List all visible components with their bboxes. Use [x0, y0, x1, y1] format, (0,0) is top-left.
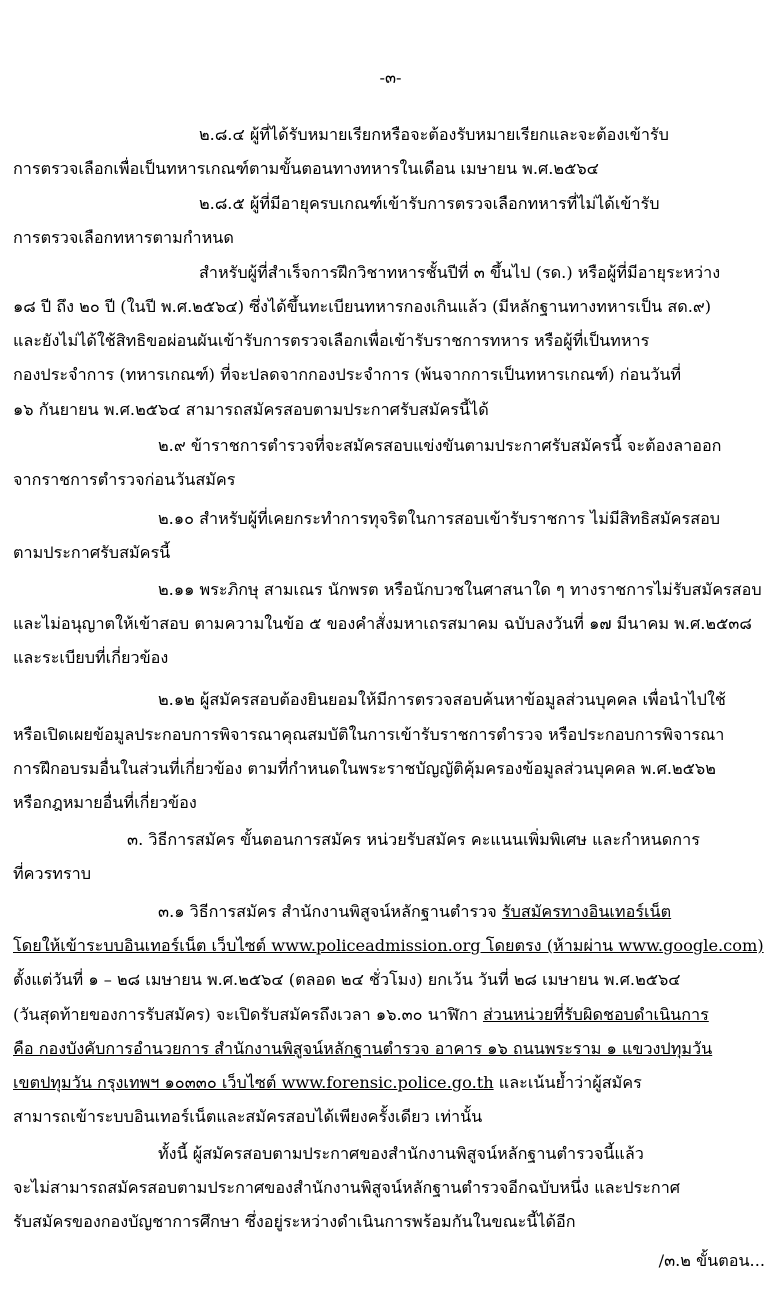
text-line: จะไม่สามารถสมัครสอบตามประกาศของสำนักงานพิสูจน์หลักฐานตำรวจอีกฉบับหนึ่ง และประกาศ [13, 1178, 681, 1197]
underlined-text: ส่วนหน่วยที่รับผิดชอบดำเนินการ [482, 1005, 709, 1024]
text-line: สำหรับผู้ที่สำเร็จการฝึกวิชาทหารชั้นปีที่ ๓ ขึ้นไป (รด.) หรือผู้ที่มีอายุระหว่าง [199, 263, 721, 282]
text-line: จากราชการตำรวจก่อนวันสมัคร [13, 470, 236, 489]
text-line: หรือเปิดเผยข้อมูลประกอบการพิจารณาคุณสมบัติในการเข้ารับราชการตำรวจ หรือประกอบการพิจารณา [13, 725, 725, 744]
clause-2-12: ๒.๑๒ ผู้สมัครสอบต้องยินยอมให้มีการตรวจสอบค้นหาข้อมูลส่วนบุคคล เพื่อนำไปใช้ [158, 690, 726, 709]
clause-2-8-4: ๒.๘.๔ ผู้ที่ได้รับหมายเรียกหรือจะต้องรับหมายเรียกและจะต้องเข้ารับ [199, 125, 669, 144]
section-3-heading: ๓. วิธีการสมัคร ขั้นตอนการสมัคร หน่วยรับสมัคร คะแนนเพิ่มพิเศษ และกำหนดการ [127, 830, 700, 849]
text-line: ที่ควรทราบ [13, 864, 92, 883]
underlined-text: เขตปทุมวัน กรุงเทพฯ ๑๐๓๓๐ เว็บไซต์ www.forensic.police.go.th [13, 1073, 494, 1092]
text-line: ตามประกาศรับสมัครนี้ [13, 543, 171, 562]
text-span: ๓.๑ วิธีการสมัคร สำนักงานพิสูจน์หลักฐานตำรวจ [158, 902, 502, 921]
clause-3-1 [13, 902, 765, 921]
clause-2-8-5: ๒.๘.๕ ผู้ที่มีอายุครบเกณฑ์เข้ารับการตรวจเลือกทหารที่ไม่ได้เข้ารับ [199, 194, 660, 213]
text-line: การตรวจเลือกเพื่อเป็นทหารเกณฑ์ตามขั้นตอนทางทหารในเดือน เมษายน พ.ศ.๒๕๖๔ [13, 159, 599, 178]
text-line: กองประจำการ (ทหารเกณฑ์) ที่จะปลดจากกองประจำการ (พ้นจากการเป็นทหารเกณฑ์) ก่อนวันที่ [13, 365, 682, 384]
text-line: หรือกฎหมายอื่นที่เกี่ยวข้อง [13, 793, 197, 812]
text-line: การตรวจเลือกทหารตามกำหนด [13, 228, 234, 247]
underlined-text: รับสมัครทางอินเทอร์เน็ต [501, 902, 672, 921]
text-line: รับสมัครของกองบัญชาการศึกษา ซึ่งอยู่ระหว่างดำเนินการพร้อมกันในขณะนี้ได้อีก [13, 1212, 576, 1231]
text-span: (วันสุดท้ายของการรับสมัคร) จะเปิดรับสมัครถึงเวลา ๑๖.๓๐ นาฬิกา [13, 1005, 483, 1024]
text-line: และระเบียบที่เกี่ยวข้อง [13, 648, 169, 667]
text-line: และไม่อนุญาตให้เข้าสอบ ตามความในข้อ ๕ ของคำสั่งมหาเถรสมาคม ฉบับลงวันที่ ๑๗ มีนาคม พ.ศ.๒๕๓๘ [13, 614, 752, 633]
text-line [13, 1005, 765, 1024]
text-line: และยังไม่ได้ใช้สิทธิขอผ่อนผันเข้ารับการตรวจเลือกเพื่อเข้ารับราชการทหาร หรือผู้ที่เป็นทหาร [13, 331, 650, 350]
page-number: -๓- [379, 68, 402, 87]
continuation-note: /๓.๒ ขั้นตอน... [658, 1251, 765, 1270]
text-line: สามารถเข้าระบบอินเทอร์เน็ตและสมัครสอบได้เพียงครั้งเดียว เท่านั้น [13, 1107, 483, 1126]
text-line: ตั้งแต่วันที่ ๑ – ๒๘ เมษายน พ.ศ.๒๕๖๔ (ตลอด ๒๔ ชั่วโมง) ยกเว้น วันที่ ๒๘ เมษายน พ.ศ.๒๕๖๔ [13, 970, 681, 989]
text-span: และเน้นย้ำว่าผู้สมัคร [493, 1073, 642, 1092]
clause-2-10: ๒.๑๐ สำหรับผู้ที่เคยกระทำการทุจริตในการสอบเข้ารับราชการ ไม่มีสิทธิสมัครสอบ [158, 509, 721, 528]
closing-paragraph: ทั้งนี้ ผู้สมัครสอบตามประกาศของสำนักงานพิสูจน์หลักฐานตำรวจนี้แล้ว [158, 1144, 644, 1163]
clause-2-9: ๒.๙ ข้าราชการตำรวจที่จะสมัครสอบแข่งขันตามประกาศรับสมัครนี้ จะต้องลาออก [158, 436, 722, 455]
text-line [13, 1073, 765, 1092]
text-line: การฝึกอบรมอื่นในส่วนที่เกี่ยวข้อง ตามที่กำหนดในพระราชบัญญัติคุ้มครองข้อมูลส่วนบุคคล พ.ศ.๒๕๖๒ [13, 759, 716, 778]
underlined-website-line: โดยให้เข้าระบบอินเทอร์เน็ต เว็บไซต์ www.policeadmission.org โดยตรง (ห้ามผ่าน www.google.com) [13, 936, 764, 955]
underlined-address-line: คือ กองบังคับการอำนวยการ สำนักงานพิสูจน์หลักฐานตำรวจ อาคาร ๑๖ ถนนพระราม ๑ แขวงปทุมวัน [13, 1039, 713, 1058]
text-line: ๑๘ ปี ถึง ๒๐ ปี (ในปี พ.ศ.๒๕๖๔) ซึ่งได้ขึ้นทะเบียนทหารกองเกินแล้ว (มีหลักฐานทางทหารเป็น สด.๙) [13, 297, 712, 316]
clause-2-11: ๒.๑๑ พระภิกษุ สามเณร นักพรต หรือนักบวชในศาสนาใด ๆ ทางราชการไม่รับสมัครสอบ [158, 580, 762, 599]
text-line: ๑๖ กันยายน พ.ศ.๒๕๖๔ สามารถสมัครสอบตามประกาศรับสมัครนี้ได้ [13, 400, 489, 419]
